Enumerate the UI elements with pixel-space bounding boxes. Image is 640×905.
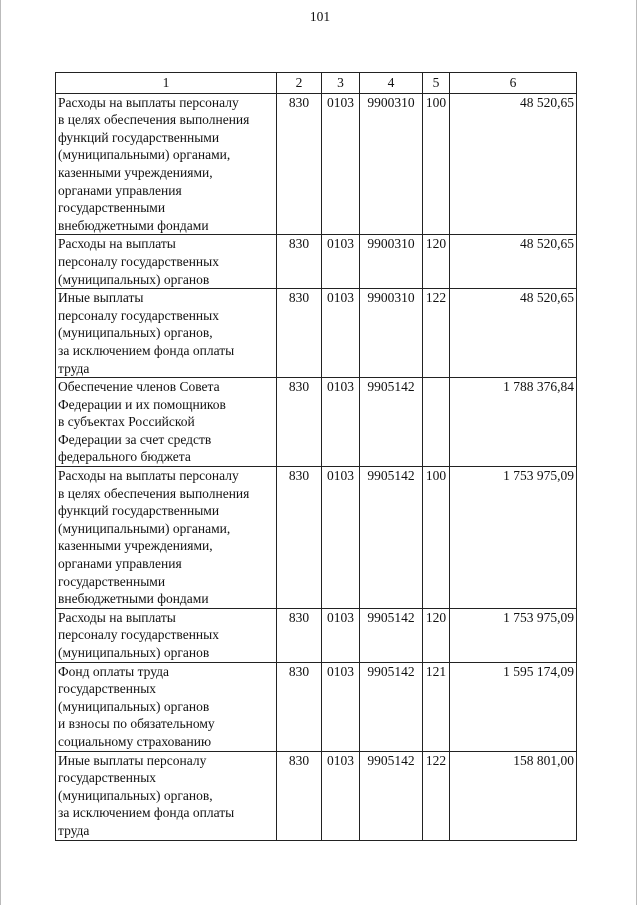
target-article-code: 9905142 (360, 751, 423, 840)
table-body (56, 93, 577, 840)
description-line: и взносы по обязательному (58, 716, 215, 732)
description-line: (муниципальными) органами, (58, 520, 231, 536)
admin-code: 830 (277, 662, 322, 751)
description-line: Федерации за счет средств (58, 431, 212, 447)
target-article-code: 9900310 (360, 235, 423, 289)
table-row (56, 93, 577, 235)
target-article-code: 9905142 (360, 467, 423, 609)
amount: 48 520,65 (450, 235, 577, 289)
amount: 1 595 174,09 (450, 662, 577, 751)
row-description (56, 235, 277, 289)
description-line: персоналу государственных (58, 307, 219, 323)
amount: 48 520,65 (450, 289, 577, 378)
header-col-6: 6 (450, 73, 577, 94)
scan-left-edge (0, 0, 1, 905)
expense-type-code: 100 (423, 93, 450, 235)
table-row (56, 751, 577, 840)
section-code: 0103 (322, 608, 360, 662)
description-line: функций государственными (58, 129, 220, 145)
description-line: (муниципальных) органов (58, 271, 210, 287)
description-line: в субъектах Российской (58, 414, 195, 430)
header-col-1: 1 (56, 73, 277, 94)
amount: 1 788 376,84 (450, 378, 577, 467)
section-code: 0103 (322, 378, 360, 467)
description-line: внебюджетными фондами (58, 217, 209, 233)
section-code: 0103 (322, 751, 360, 840)
description-line: (муниципальными) органами, (58, 147, 231, 163)
row-description (56, 378, 277, 467)
table-row (56, 662, 577, 751)
expense-type-code: 100 (423, 467, 450, 609)
description-line: органами управления (58, 182, 182, 198)
target-article-code: 9905142 (360, 378, 423, 467)
row-description (56, 93, 277, 235)
row-description (56, 289, 277, 378)
header-col-4: 4 (360, 73, 423, 94)
description-line: Обеспечение членов Совета (58, 379, 220, 395)
description-line: Федерации и их помощников (58, 396, 226, 412)
description-line: государственными (58, 200, 166, 216)
admin-code: 830 (277, 93, 322, 235)
description-line: за исключением фонда оплаты (58, 805, 235, 821)
description-line: казенными учреждениями, (58, 164, 213, 180)
target-article-code: 9900310 (360, 93, 423, 235)
description-line: (муниципальных) органов (58, 698, 210, 714)
scan-right-edge (636, 0, 637, 905)
description-line: социальному страхованию (58, 733, 212, 749)
section-code: 0103 (322, 662, 360, 751)
description-line: труда (58, 822, 90, 838)
description-line: внебюджетными фондами (58, 591, 209, 607)
expense-type-code: 122 (423, 289, 450, 378)
description-line: государственных (58, 681, 157, 697)
description-line: государственными (58, 573, 166, 589)
description-line: (муниципальных) органов, (58, 325, 213, 341)
description-line: Расходы на выплаты персоналу (58, 94, 239, 110)
description-line: Расходы на выплаты (58, 236, 176, 252)
budget-table (55, 72, 577, 841)
section-code: 0103 (322, 289, 360, 378)
description-line: в целях обеспечения выполнения (58, 112, 250, 128)
page-number: 101 (309, 9, 331, 24)
header-row (56, 73, 577, 94)
row-description (56, 608, 277, 662)
header-col-3: 3 (322, 73, 360, 94)
target-article-code: 9900310 (360, 289, 423, 378)
admin-code: 830 (277, 289, 322, 378)
row-description (56, 751, 277, 840)
row-description (56, 467, 277, 609)
amount: 158 801,00 (450, 751, 577, 840)
description-line: федерального бюджета (58, 449, 191, 465)
expense-type-code: 120 (423, 235, 450, 289)
expense-type-code: 120 (423, 608, 450, 662)
description-line: (муниципальных) органов, (58, 787, 213, 803)
description-line: органами управления (58, 556, 182, 572)
admin-code: 830 (277, 467, 322, 609)
target-article-code: 9905142 (360, 662, 423, 751)
table-row (56, 289, 577, 378)
description-line: функций государственными (58, 503, 220, 519)
description-line: Иные выплаты персоналу (58, 752, 207, 768)
admin-code: 830 (277, 235, 322, 289)
description-line: Расходы на выплаты персоналу (58, 468, 239, 484)
description-line: персоналу государственных (58, 627, 219, 643)
row-description (56, 662, 277, 751)
header-col-5: 5 (423, 73, 450, 94)
target-article-code: 9905142 (360, 608, 423, 662)
description-line: государственных (58, 770, 157, 786)
description-line: Фонд оплаты труда (58, 663, 169, 679)
table-row (56, 608, 577, 662)
admin-code: 830 (277, 608, 322, 662)
expense-type-code: 122 (423, 751, 450, 840)
description-line: труда (58, 360, 90, 376)
description-line: за исключением фонда оплаты (58, 342, 235, 358)
amount: 48 520,65 (450, 93, 577, 235)
section-code: 0103 (322, 235, 360, 289)
description-line: Расходы на выплаты (58, 609, 176, 625)
table-row (56, 235, 577, 289)
expense-type-code: 121 (423, 662, 450, 751)
table-row (56, 378, 577, 467)
description-line: (муниципальных) органов (58, 645, 210, 660)
expense-type-code (423, 378, 450, 467)
section-code: 0103 (322, 93, 360, 235)
header-col-2: 2 (277, 73, 322, 94)
description-line: персоналу государственных (58, 253, 219, 269)
section-code: 0103 (322, 467, 360, 609)
description-line: казенными учреждениями, (58, 538, 213, 554)
admin-code: 830 (277, 751, 322, 840)
amount: 1 753 975,09 (450, 608, 577, 662)
admin-code: 830 (277, 378, 322, 467)
description-line: в целях обеспечения выполнения (58, 485, 250, 501)
description-line: Иные выплаты (58, 290, 144, 306)
table-row (56, 467, 577, 609)
amount: 1 753 975,09 (450, 467, 577, 609)
